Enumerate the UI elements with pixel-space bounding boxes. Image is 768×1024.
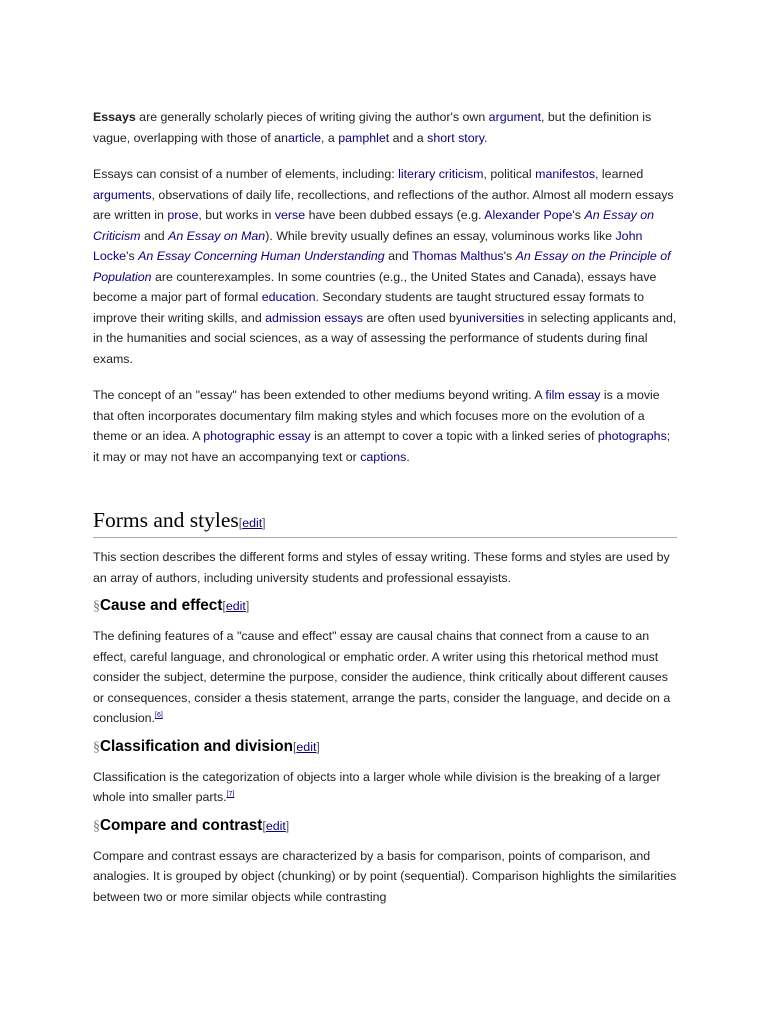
citation-reference[interactable]: [6]	[155, 711, 163, 719]
text-run: ; it may or may not have an accompanying text or	[93, 429, 671, 464]
inline-link-italic[interactable]: An Essay on Man	[168, 228, 266, 243]
text-run: , political	[483, 167, 536, 181]
section-edit-link-wrapper: [edit]	[238, 516, 266, 530]
inline-link[interactable]: prose	[167, 208, 199, 222]
text-run: and	[140, 228, 169, 243]
intro-paragraph-2	[93, 164, 677, 369]
text-run: are counterexamples. In some countries (e.g., the United States and Canada), essays have become a major part of formal	[93, 269, 657, 304]
inline-link[interactable]: arguments	[93, 187, 152, 202]
text-run: is an attempt to cover a topic with a linked series of	[310, 429, 598, 443]
text-run: , but works in	[198, 208, 275, 222]
subheading-cause-and-effect	[93, 595, 677, 618]
citation-reference[interactable]: [7]	[226, 790, 235, 798]
text-run: The concept of an "essay" has been extended to other mediums beyond writing. A	[93, 388, 546, 402]
text-run: 's	[572, 208, 585, 222]
inline-link[interactable]: manifestos	[535, 167, 596, 181]
inline-link[interactable]: John Locke	[93, 228, 643, 263]
intro-paragraph-3	[93, 385, 677, 467]
subheading-classification-and-division	[93, 736, 677, 759]
inline-link-italic[interactable]: An Essay on Criticism	[93, 208, 655, 243]
section-heading-forms-and-styles	[93, 507, 677, 538]
text-run: and a	[389, 130, 428, 145]
inline-link[interactable]: literary criticism	[398, 167, 484, 181]
section-sign-icon: §	[93, 739, 100, 755]
inline-link[interactable]: photographic essay	[203, 429, 311, 443]
edit-link[interactable]: edit	[242, 516, 263, 530]
inline-link[interactable]: Thomas Malthus	[412, 249, 504, 263]
text-run: .	[406, 449, 410, 464]
text-run: are generally scholarly pieces of writing giving the author's own	[135, 110, 489, 124]
subheading-compare-and-contrast	[93, 815, 677, 838]
text-run: ). While brevity usually defines an essay, voluminous works like	[265, 228, 616, 243]
text-run: .	[484, 130, 488, 145]
text-run: , learned	[595, 167, 644, 181]
bold-term: Essays	[93, 110, 136, 124]
subheading-title: Compare and contrast	[100, 816, 263, 834]
text-run: have been dubbed essays (e.g.	[305, 208, 485, 222]
edit-link[interactable]: edit	[296, 739, 317, 754]
compare-and-contrast-paragraph	[93, 846, 677, 908]
edit-link[interactable]: edit	[225, 599, 246, 613]
inline-link[interactable]: photographs	[597, 429, 667, 443]
text-run: , but the definition is vague, overlapping with those of an	[93, 110, 652, 145]
inline-link[interactable]: education	[261, 290, 316, 304]
subheading-title: Classification and division	[100, 737, 293, 755]
text-run: and	[384, 249, 413, 263]
text-run: The defining features of a "cause and effect" essay are causal chains that connect from a cause to an effect, careful language, and chronological or emphatic order. A writer using this rhetorical method must consider the subject, determine the purpose, consider the audience, think critically about different causes or consequences, consider a thesis statement, arrange the parts, consider the language, and decide on a conclusion.	[93, 629, 671, 725]
inline-link-italic[interactable]: An Essay on the Principle of Population	[93, 249, 671, 284]
inline-link[interactable]: universities	[462, 310, 525, 325]
inline-link-italic[interactable]: An Essay Concerning Human Understanding	[138, 249, 385, 263]
inline-link[interactable]: pamphlet	[338, 130, 390, 145]
text-run: 's	[126, 249, 139, 263]
text-run: . Secondary students are taught structured essay formats to improve their writing skills, and	[93, 290, 645, 325]
article-content	[93, 107, 677, 907]
subheading-edit-wrapper: [edit]	[222, 599, 250, 613]
inline-link[interactable]: argument	[488, 110, 542, 124]
text-run: is a movie that often incorporates documentary film making styles and which focuses more on the evolution of a theme or an idea. A	[93, 388, 660, 443]
subheading-edit-wrapper: [edit]	[262, 818, 290, 833]
inline-link[interactable]: short story	[427, 130, 485, 145]
inline-link[interactable]: article	[287, 130, 322, 145]
forms-intro-paragraph	[93, 547, 677, 588]
text-run: Essays can consist of a number of elements, including:	[93, 167, 399, 181]
section-sign-icon: §	[93, 818, 100, 834]
inline-link[interactable]: film essay	[545, 388, 601, 402]
section-sign-icon: §	[93, 599, 100, 614]
text-run: , a	[321, 130, 339, 145]
text-run: 's	[503, 249, 516, 263]
inline-link[interactable]: captions	[360, 449, 407, 464]
subheading-title: Cause and effect	[100, 597, 223, 614]
text-run: in selecting applicants and, in the humanities and social sciences, as a way of assessing the performance of students during final exams.	[93, 310, 677, 366]
intro-paragraph-1	[93, 107, 677, 148]
classification-paragraph	[93, 767, 677, 808]
inline-link[interactable]: admission essays	[265, 310, 363, 325]
inline-link[interactable]: verse	[274, 208, 306, 222]
text-run: This section describes the different forms and styles of essay writing. These forms and styles are used by an array of authors, including university students and professional essayists.	[93, 550, 670, 585]
subheading-edit-wrapper: [edit]	[292, 739, 320, 754]
text-run: are often used by	[362, 310, 463, 325]
cause-and-effect-paragraph	[93, 626, 677, 729]
section-title: Forms and styles	[93, 508, 239, 532]
inline-link[interactable]: Alexander Pope	[484, 208, 573, 222]
text-run: Compare and contrast essays are characterized by a basis for comparison, points of comparison, and analogies. It is grouped by object (chunking) or by point (sequential). Comparison highlights the similarities between two or more similar objects while contrasting	[93, 848, 677, 904]
text-run: Classification is the categorization of objects into a larger whole while division is the breaking of a larger whole into smaller parts.	[93, 769, 661, 804]
text-run: , observations of daily life, recollections, and reflections of the author. Almost all modern essays are written in	[93, 187, 674, 222]
edit-link[interactable]: edit	[265, 818, 286, 833]
